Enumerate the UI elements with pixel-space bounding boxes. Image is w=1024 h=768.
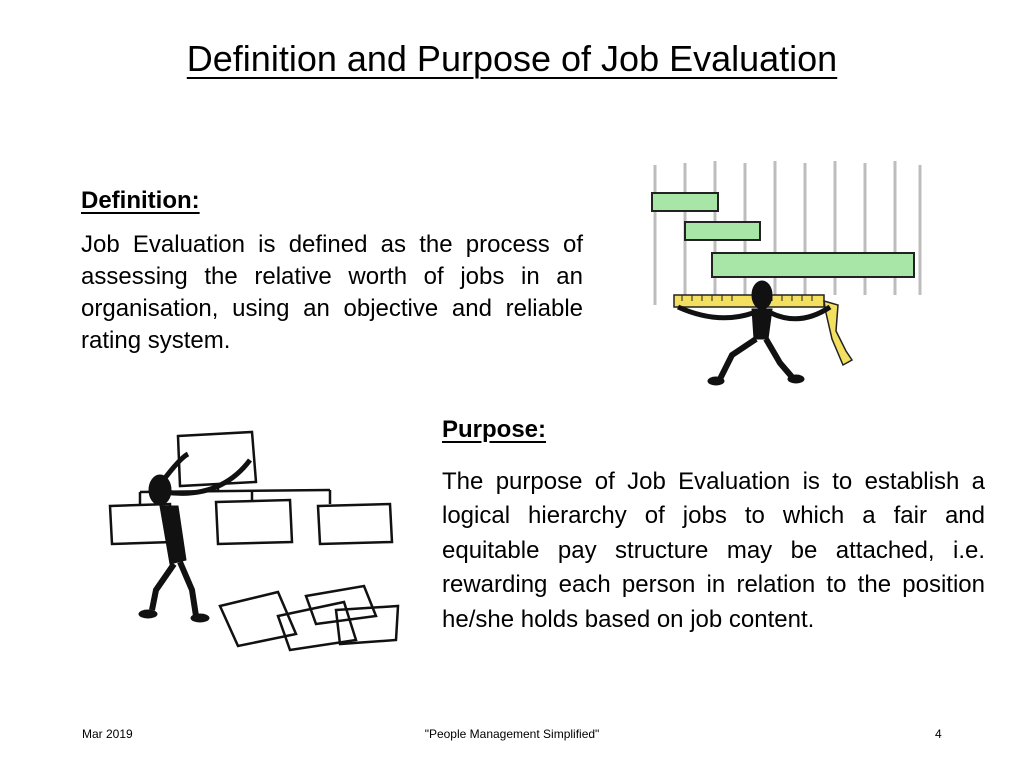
purpose-heading: Purpose: bbox=[442, 416, 547, 443]
footer-date: Mar 2019 bbox=[82, 727, 133, 741]
org-chart-figure bbox=[139, 454, 250, 622]
definition-heading: Definition: bbox=[81, 187, 200, 214]
figure-measuring-bars-icon bbox=[640, 155, 940, 395]
purpose-text: The purpose of Job Evaluation is to establish a logical hierarchy of jobs to which a fair and equitable pay structure may be attached, i.e. rewarding each person in relation to the position he/she holds based on job content. bbox=[442, 468, 985, 633]
footer-page-number: 4 bbox=[935, 727, 942, 741]
footer-tagline: "People Management Simplified" bbox=[424, 727, 600, 741]
figure-holding-org-chart-icon bbox=[100, 420, 420, 660]
green-bars bbox=[652, 193, 914, 277]
definition-text: Job Evaluation is defined as the process of assessing the relative worth of jobs in an organisation, using an objective and reliable rating system. bbox=[81, 231, 583, 354]
slide-title: Definition and Purpose of Job Evaluation bbox=[186, 38, 838, 79]
